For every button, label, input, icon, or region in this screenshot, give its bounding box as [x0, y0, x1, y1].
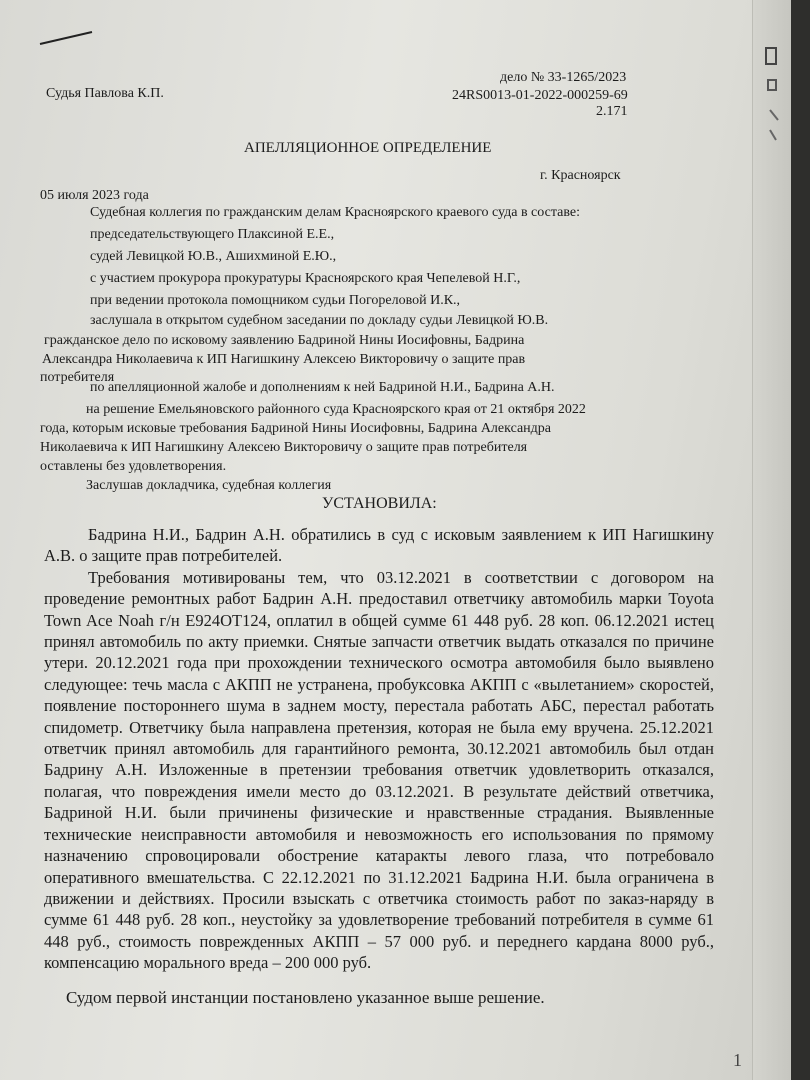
pen-stroke-icon	[36, 28, 96, 48]
document-title: АПЕЛЛЯЦИОННОЕ ОПРЕДЕЛЕНИЕ	[244, 140, 492, 156]
decision-line-3: Николаевича к ИП Нагишкину Алексею Викторовичу о защите прав потребителя	[40, 440, 528, 455]
section-heading: УСТАНОВИЛА:	[322, 495, 437, 512]
intro-line-2: председательствующего Плаксиной Е.Е.,	[90, 227, 335, 242]
page-number: 1	[733, 1050, 742, 1070]
stamp-marks-icon	[760, 40, 790, 160]
paragraph: Требования мотивированы тем, что 03.12.2021 в соответствии с договором на проведение ремонтных работ Бадрин А.Н. предоставил ответчику автомобиль марки Toyota Town Ace Noah г/н Е924ОТ124, оплатил в общей сумме 61 448 руб. 28 коп. 06.12.2021 истец принял автомобиль по акту приемки. Снятые запчасти ответчик выдать отказался по причине утери. 20.12.2021 года при прохождении технического осмотра автомобиля было выявлено следующее: течь масла с АКПП не устранена, пробуксовка АКПП с «вылетанием» скоростей, появление постороннего шума в заднем мосту, перестала работать АБС, перестал работать спидометр. Ответчику была направлена претензия, которая не была ему вручена. 25.12.2021 ответчик принял автомобиль для гарантийного ремонта, 30.12.2021 автомобиль был отдан Бадрину А.Н. Изложенные в претензии требования ответчик удовлетворить отказался, полагая, что повреждения имели место до 03.12.2021. В результате действий ответчика, Бадриной Н.И. были причинены физические и нравственные страдания. Выявленные технические неисправности автомобиля и невозможность его использования по прямому назначению спровоцировали обострение катаракты левого глаза, что потребовало оперативного вмешательства. С 22.12.2021 по 31.12.2021 Бадрина Н.И. была ограничена в движении и действиях. Просили взыскать с ответчика стоимость работ по заказ-наряду в сумме 61 448 руб. 28 коп., неустойку за удовлетворение требований потребителя в сумме 61 448 руб., стоимость поврежденных АКПП – 57 000 руб. и переднего кардана 8000 руб., компенсацию морального вреда – 200 000 руб.	[44, 567, 714, 973]
intro-line-5: при ведении протокола помощником судьи Погореловой И.К.,	[90, 293, 461, 308]
heard-line-2: гражданское дело по исковому заявлению Бадриной Нины Иосифовны, Бадрина	[44, 333, 525, 348]
background-edge	[790, 0, 810, 1080]
judge-name: Судья Павлова К.П.	[46, 86, 164, 101]
paragraph: Бадрина Н.И., Бадрин А.Н. обратились в суд с исковым заявлением к ИП Нагишкину А.В. о защите прав потребителей.	[44, 525, 714, 566]
decision-line-1: на решение Емельяновского районного суда Красноярского края от 21 октября 2022	[86, 402, 586, 417]
decision-line-2: года, которым исковые требования Бадриной Нины Иосифовны, Бадрина Александра	[40, 421, 552, 436]
page-fold	[752, 0, 791, 1080]
rapporteur-line: Заслушав докладчика, судебная коллегия	[86, 478, 332, 493]
decision-line-4: оставлены без удовлетворения.	[40, 459, 227, 474]
appeal-line: по апелляционной жалобе и дополнениям к ней Бадриной Н.И., Бадрина А.Н.	[90, 380, 555, 395]
heard-line-1: заслушала в открытом судебном заседании по докладу судьи Левицкой Ю.В.	[90, 313, 549, 328]
heard-line-3: Александра Николаевича к ИП Нагишкину Алексею Викторовичу о защите прав	[42, 352, 526, 367]
city: г. Красноярск	[540, 168, 621, 183]
closing-line: Судом первой инстанции постановлено указанное выше решение.	[66, 988, 545, 1007]
intro-line-1: Судебная коллегия по гражданским делам Красноярского краевого суда в составе:	[90, 205, 580, 220]
case-number: дело № 33-1265/2023	[500, 70, 627, 85]
intro-line-4: с участием прокурора прокуратуры Красноярского края Чепелевой Н.Г.,	[90, 271, 521, 286]
heard-line-4: потребителя	[40, 370, 115, 385]
case-code: 2.171	[596, 104, 628, 119]
intro-line-3: судей Левицкой Ю.В., Ашихминой Е.Ю.,	[90, 249, 337, 264]
case-id: 24RS0013-01-2022-000259-69	[452, 88, 628, 103]
date: 05 июля 2023 года	[40, 188, 149, 203]
main-text	[44, 524, 714, 974]
